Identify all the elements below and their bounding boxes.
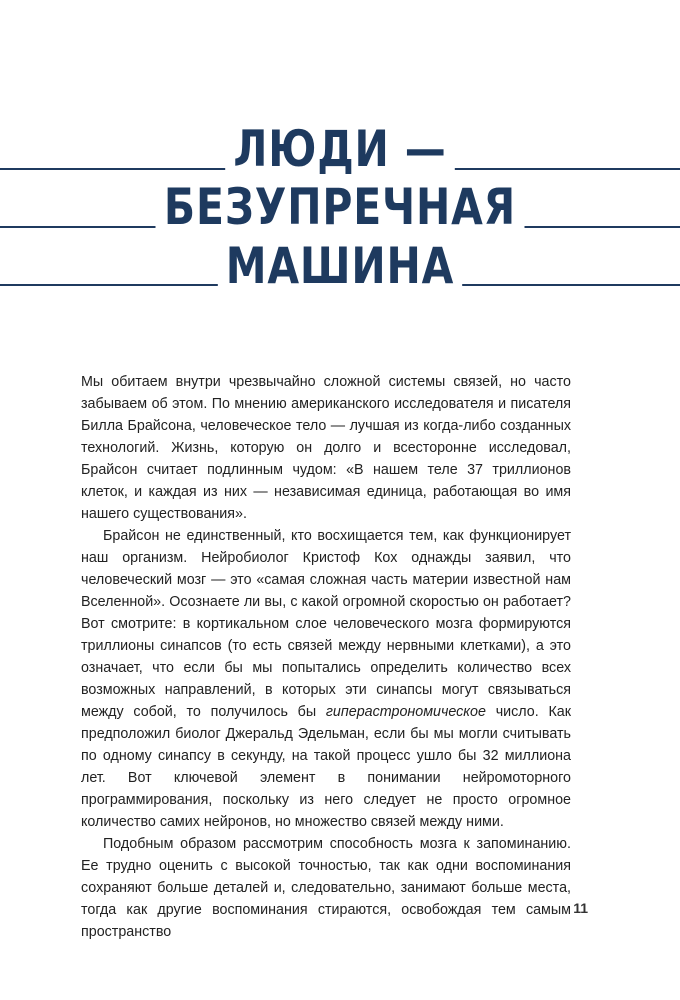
chapter-title-line-1: ЛЮДИ —: [61, 119, 619, 179]
italic-term: гиперастрономическое: [325, 704, 486, 720]
page-number: 11: [573, 900, 588, 916]
paragraph-3: Подобным образом рассмотрим способность мозга к запоминанию. Ее трудно оценить с высокой точностью, так как одни воспоминания сохраняют больше деталей и, следовательно, занимают больше места, тогда как другие воспоминания стираются, освобождая тем самым пространство: [81, 836, 571, 940]
body-text: [81, 371, 571, 943]
paragraph-2: Брайсон не единственный, кто восхищается тем, как функционирует наш организм. Нейробиолог Кристоф Кох однажды заявил, что человеческий мозг — это «самая сложная часть материи известной нам Вселенной». Осознаете ли вы, с какой огромной скоростью он работает? Вот смотрите: в кортикальном слое человеческого мозга формируются триллионы синапсов (то есть связей между нервными клетками), а это означает, что если бы мы попытались определить количество всех возможных направлений, в которых эти синапсы могут связываться между собой, то получилось бы гиперастрономическое число. Как предположил биолог Джеральд Эдельман, если бы мы могли считывать по одному синапсу в секунду, на такой процесс ушло бы 32 миллиона лет. Вот ключевой элемент в понимании нейромоторного программирования, поскольку из него следует не просто огромное количество самих нейронов, но множество связей между ними.: [81, 528, 571, 830]
paragraph-1: Мы обитаем внутри чрезвычайно сложной системы связей, но часто забываем об этом. По мнению американского исследователя и писателя Билла Брайсона, человеческое тело — лучшая из когда-либо созданных технологий. Жизнь, которую он долго и всесторонне исследовал, Брайсон считает подлинным чудом: «В нашем теле 37 триллионов клеток, и каждая из них — независимая единица, работающая во имя нашего существования».: [81, 374, 571, 522]
chapter-title-line-2: БЕЗУПРЕЧНАЯ: [61, 177, 619, 237]
chapter-title-line-3: МАШИНА: [61, 236, 619, 296]
